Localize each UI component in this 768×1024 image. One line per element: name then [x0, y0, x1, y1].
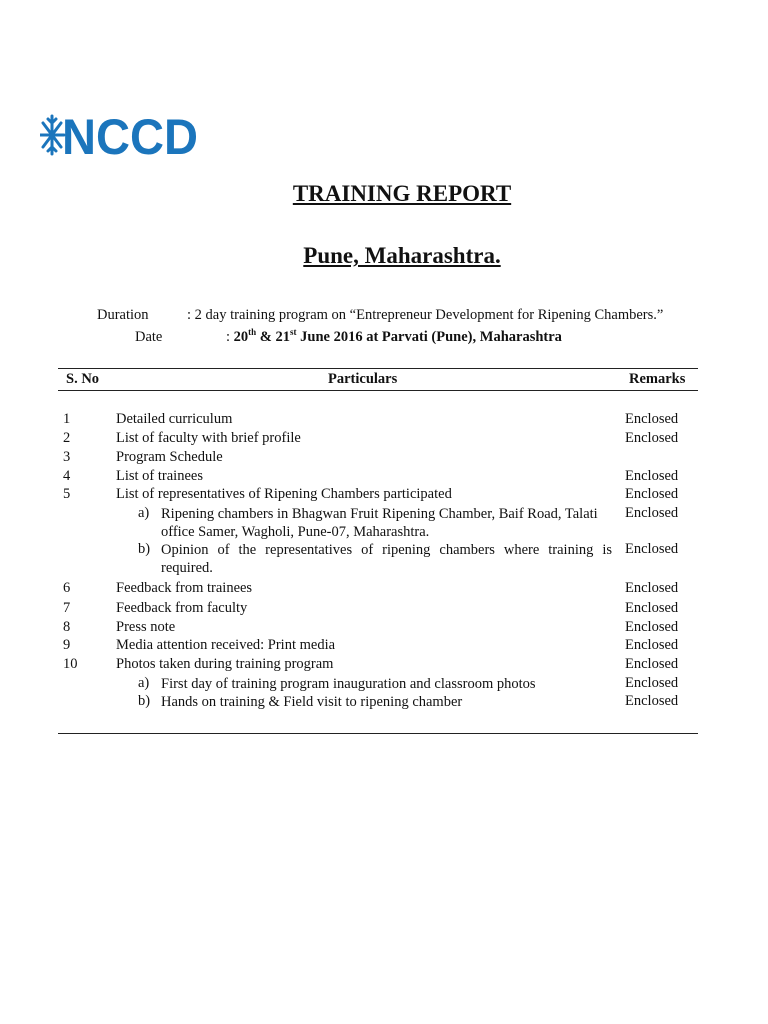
table-row — [0, 656, 768, 675]
header-remarks: Remarks — [629, 371, 686, 387]
table-row — [0, 449, 768, 468]
sub-marker: a) — [138, 505, 150, 521]
row-sno: 8 — [63, 619, 71, 635]
sub-marker: a) — [138, 675, 150, 691]
table-bottom-rule — [58, 733, 698, 734]
row-sno: 2 — [63, 430, 71, 446]
table-row — [0, 580, 768, 599]
row-particulars: Detailed curriculum — [116, 411, 233, 427]
row-remarks: Enclosed — [625, 619, 679, 635]
row-remarks: Enclosed — [625, 600, 679, 616]
row-sno: 4 — [63, 468, 71, 484]
duration-value: : 2 day training program on “Entrepreneur Development for Ripening Chambers.” — [187, 307, 664, 323]
table-row — [0, 600, 768, 619]
row-remarks: Enclosed — [625, 430, 679, 446]
row-sno: 10 — [63, 656, 78, 672]
table-row — [0, 486, 768, 505]
sub-marker: b) — [138, 541, 151, 557]
row-sno: 5 — [63, 486, 71, 502]
table-row — [0, 619, 768, 638]
row-particulars: Media attention received: Print media — [116, 637, 336, 653]
sub-text: Hands on training & Field visit to ripening chamber — [161, 694, 463, 710]
row-sno: 6 — [63, 580, 71, 596]
table-top-rule — [58, 368, 698, 369]
row-particulars: Program Schedule — [116, 449, 223, 465]
row-remarks: Enclosed — [625, 411, 679, 427]
sub-text: Opinion of the representatives of ripening chambers where training is required. — [161, 542, 612, 576]
row-particulars: Feedback from faculty — [116, 600, 248, 616]
report-subtitle: Pune, Maharashtra. — [303, 243, 501, 268]
report-title: TRAINING REPORT — [292, 181, 512, 206]
row-remarks: Enclosed — [625, 580, 679, 596]
table-row — [0, 430, 768, 449]
sub-text: Ripening chambers in Bhagwan Fruit Ripening Chamber, Baif Road, Talati office Samer, Wagholi, Pune-07, Maharashtra. — [161, 506, 598, 540]
sub-remarks: Enclosed — [625, 505, 679, 521]
duration-label: Duration — [97, 307, 149, 323]
row-sno: 3 — [63, 449, 71, 465]
row-remarks: Enclosed — [625, 656, 679, 672]
header-particulars: Particulars — [328, 371, 398, 387]
sub-text: First day of training program inauguration and classroom photos — [161, 676, 536, 692]
sub-remarks: Enclosed — [625, 541, 679, 557]
ncdd-logo — [40, 110, 200, 160]
sub-marker: b) — [138, 693, 151, 709]
sub-remarks: Enclosed — [625, 693, 679, 709]
date-label: Date — [135, 329, 163, 345]
logo-text: NCCD — [62, 110, 198, 160]
row-remarks: Enclosed — [625, 637, 679, 653]
date-value: : 20th & 21st June 2016 at Parvati (Pune), Maharashtra — [226, 327, 562, 345]
row-remarks: Enclosed — [625, 486, 679, 502]
row-sno: 1 — [63, 411, 71, 427]
header-sno: S. No — [66, 371, 100, 387]
table-row — [0, 637, 768, 656]
table-header-rule — [58, 390, 698, 391]
row-particulars: List of representatives of Ripening Chambers participated — [116, 486, 452, 502]
snowflake-icon — [40, 116, 64, 154]
row-particulars: List of faculty with brief profile — [116, 430, 301, 446]
row-particulars: Feedback from trainees — [116, 580, 253, 596]
row-particulars: List of trainees — [116, 468, 203, 484]
row-particulars: Press note — [116, 619, 176, 635]
row-particulars: Photos taken during training program — [116, 656, 334, 672]
table-row — [0, 411, 768, 430]
row-sno: 7 — [63, 600, 71, 616]
row-remarks: Enclosed — [625, 468, 679, 484]
table-row — [0, 468, 768, 487]
row-sno: 9 — [63, 637, 71, 653]
sub-remarks: Enclosed — [625, 675, 679, 691]
